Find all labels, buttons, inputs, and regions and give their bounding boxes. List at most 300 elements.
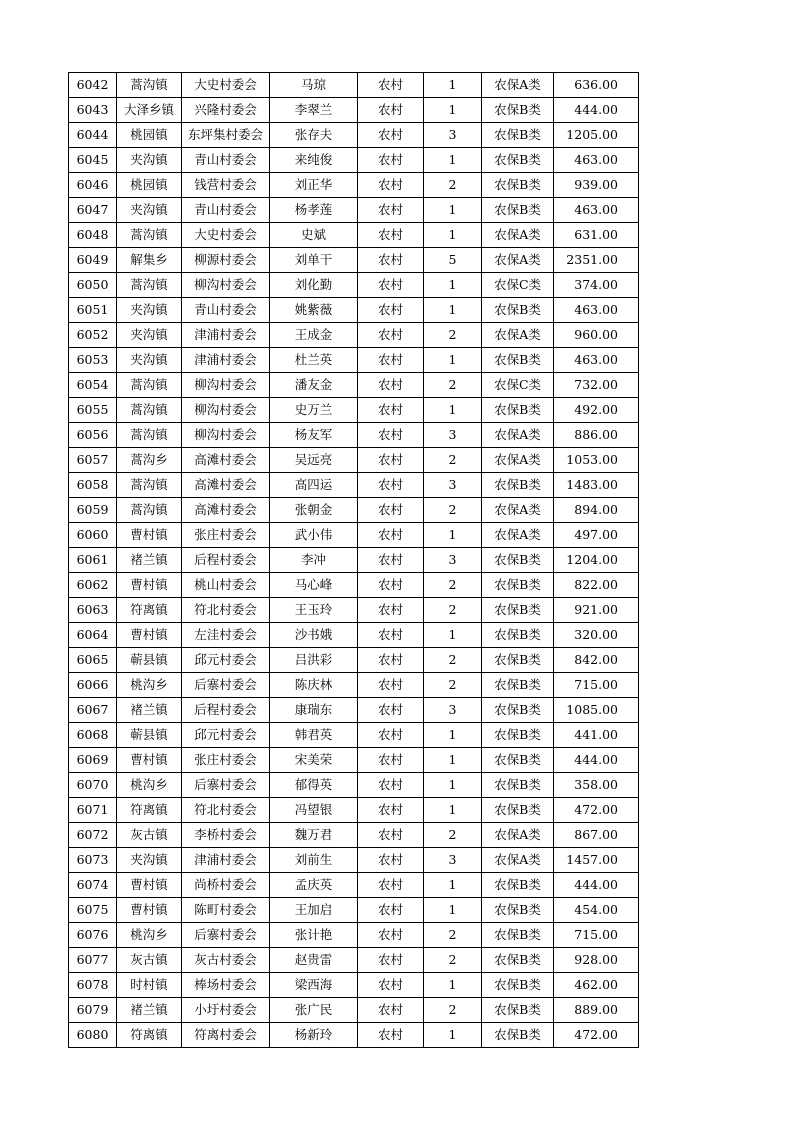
township-cell: 夹沟镇	[117, 298, 182, 323]
serial-number-cell: 6076	[69, 923, 117, 948]
amount-cell: 715.00	[554, 673, 639, 698]
amount-cell: 1085.00	[554, 698, 639, 723]
insurance-class-cell: 农保B类	[482, 873, 554, 898]
village-committee-cell: 符北村委会	[182, 798, 270, 823]
township-cell: 夹沟镇	[117, 148, 182, 173]
serial-number-cell: 6068	[69, 723, 117, 748]
amount-cell: 1205.00	[554, 123, 639, 148]
township-cell: 曹村镇	[117, 623, 182, 648]
insurance-class-cell: 农保A类	[482, 248, 554, 273]
person-name-cell: 李冲	[270, 548, 358, 573]
insurance-class-cell: 农保B类	[482, 98, 554, 123]
household-type-cell: 农村	[358, 73, 424, 98]
table-row	[69, 323, 639, 348]
amount-cell: 960.00	[554, 323, 639, 348]
insurance-class-cell: 农保B类	[482, 723, 554, 748]
household-type-cell: 农村	[358, 798, 424, 823]
insurance-class-cell: 农保C类	[482, 373, 554, 398]
person-name-cell: 魏万君	[270, 823, 358, 848]
serial-number-cell: 6050	[69, 273, 117, 298]
insurance-class-cell: 农保B类	[482, 798, 554, 823]
insurance-class-cell: 农保B类	[482, 898, 554, 923]
village-committee-cell: 邱元村委会	[182, 723, 270, 748]
village-committee-cell: 后寨村委会	[182, 923, 270, 948]
family-size-cell: 2	[424, 948, 482, 973]
family-size-cell: 3	[424, 698, 482, 723]
township-cell: 褚兰镇	[117, 548, 182, 573]
village-committee-cell: 后程村委会	[182, 548, 270, 573]
household-type-cell: 农村	[358, 523, 424, 548]
family-size-cell: 1	[424, 98, 482, 123]
serial-number-cell: 6061	[69, 548, 117, 573]
table-row	[69, 598, 639, 623]
township-cell: 桃沟乡	[117, 673, 182, 698]
table-row	[69, 473, 639, 498]
village-committee-cell: 后寨村委会	[182, 773, 270, 798]
person-name-cell: 张存夫	[270, 123, 358, 148]
amount-cell: 463.00	[554, 148, 639, 173]
person-name-cell: 沙书娥	[270, 623, 358, 648]
table-row	[69, 123, 639, 148]
insurance-class-cell: 农保A类	[482, 848, 554, 873]
person-name-cell: 高四运	[270, 473, 358, 498]
insurance-class-cell: 农保B类	[482, 123, 554, 148]
household-type-cell: 农村	[358, 573, 424, 598]
family-size-cell: 5	[424, 248, 482, 273]
table-row	[69, 573, 639, 598]
person-name-cell: 刘化勤	[270, 273, 358, 298]
person-name-cell: 马琼	[270, 73, 358, 98]
township-cell: 灰古镇	[117, 823, 182, 848]
family-size-cell: 1	[424, 73, 482, 98]
village-committee-cell: 柳沟村委会	[182, 373, 270, 398]
insurance-class-cell: 农保C类	[482, 273, 554, 298]
household-type-cell: 农村	[358, 698, 424, 723]
township-cell: 大泽乡镇	[117, 98, 182, 123]
household-type-cell: 农村	[358, 223, 424, 248]
person-name-cell: 梁西海	[270, 973, 358, 998]
insurance-class-cell: 农保B类	[482, 623, 554, 648]
serial-number-cell: 6044	[69, 123, 117, 148]
family-size-cell: 1	[424, 973, 482, 998]
insurance-class-cell: 农保A类	[482, 223, 554, 248]
table-row	[69, 823, 639, 848]
household-type-cell: 农村	[358, 973, 424, 998]
family-size-cell: 3	[424, 423, 482, 448]
family-size-cell: 2	[424, 448, 482, 473]
household-type-cell: 农村	[358, 873, 424, 898]
family-size-cell: 2	[424, 373, 482, 398]
person-name-cell: 陈庆林	[270, 673, 358, 698]
village-committee-cell: 符离村委会	[182, 1023, 270, 1048]
person-name-cell: 史万兰	[270, 398, 358, 423]
township-cell: 桃园镇	[117, 173, 182, 198]
township-cell: 时村镇	[117, 973, 182, 998]
insurance-class-cell: 农保B类	[482, 198, 554, 223]
village-committee-cell: 棒场村委会	[182, 973, 270, 998]
person-name-cell: 冯望银	[270, 798, 358, 823]
insurance-class-cell: 农保A类	[482, 823, 554, 848]
family-size-cell: 2	[424, 998, 482, 1023]
township-cell: 曹村镇	[117, 573, 182, 598]
person-name-cell: 赵贵雷	[270, 948, 358, 973]
table-row	[69, 773, 639, 798]
person-name-cell: 张计艳	[270, 923, 358, 948]
amount-cell: 463.00	[554, 198, 639, 223]
table-row	[69, 623, 639, 648]
village-committee-cell: 东坪集村委会	[182, 123, 270, 148]
village-committee-cell: 高滩村委会	[182, 448, 270, 473]
insurance-class-cell: 农保A类	[482, 423, 554, 448]
village-committee-cell: 邱元村委会	[182, 648, 270, 673]
serial-number-cell: 6075	[69, 898, 117, 923]
amount-cell: 444.00	[554, 748, 639, 773]
serial-number-cell: 6049	[69, 248, 117, 273]
insurance-class-cell: 农保B类	[482, 148, 554, 173]
table-row	[69, 548, 639, 573]
serial-number-cell: 6042	[69, 73, 117, 98]
table-row	[69, 223, 639, 248]
person-name-cell: 张广民	[270, 998, 358, 1023]
village-committee-cell: 尚桥村委会	[182, 873, 270, 898]
household-type-cell: 农村	[358, 198, 424, 223]
table-row	[69, 73, 639, 98]
serial-number-cell: 6073	[69, 848, 117, 873]
household-type-cell: 农村	[358, 323, 424, 348]
village-committee-cell: 小圩村委会	[182, 998, 270, 1023]
village-committee-cell: 青山村委会	[182, 198, 270, 223]
family-size-cell: 1	[424, 198, 482, 223]
village-committee-cell: 兴隆村委会	[182, 98, 270, 123]
amount-cell: 358.00	[554, 773, 639, 798]
insurance-class-cell: 农保A类	[482, 73, 554, 98]
table-row	[69, 723, 639, 748]
person-name-cell: 刘前生	[270, 848, 358, 873]
household-type-cell: 农村	[358, 1023, 424, 1048]
insurance-class-cell: 农保B类	[482, 673, 554, 698]
township-cell: 蒿沟镇	[117, 73, 182, 98]
person-name-cell: 康瑞东	[270, 698, 358, 723]
household-type-cell: 农村	[358, 598, 424, 623]
family-size-cell: 2	[424, 823, 482, 848]
table-row	[69, 923, 639, 948]
family-size-cell: 2	[424, 648, 482, 673]
insurance-class-cell: 农保B类	[482, 973, 554, 998]
amount-cell: 462.00	[554, 973, 639, 998]
serial-number-cell: 6051	[69, 298, 117, 323]
family-size-cell: 3	[424, 473, 482, 498]
township-cell: 蕲县镇	[117, 723, 182, 748]
amount-cell: 631.00	[554, 223, 639, 248]
person-name-cell: 杨新玲	[270, 1023, 358, 1048]
household-type-cell: 农村	[358, 148, 424, 173]
family-size-cell: 1	[424, 148, 482, 173]
village-committee-cell: 高滩村委会	[182, 498, 270, 523]
amount-cell: 886.00	[554, 423, 639, 448]
village-committee-cell: 津浦村委会	[182, 348, 270, 373]
table-row	[69, 648, 639, 673]
family-size-cell: 3	[424, 548, 482, 573]
serial-number-cell: 6079	[69, 998, 117, 1023]
household-type-cell: 农村	[358, 723, 424, 748]
insurance-class-cell: 农保B类	[482, 598, 554, 623]
household-type-cell: 农村	[358, 398, 424, 423]
household-type-cell: 农村	[358, 473, 424, 498]
family-size-cell: 1	[424, 273, 482, 298]
insurance-class-cell: 农保B类	[482, 548, 554, 573]
household-type-cell: 农村	[358, 373, 424, 398]
family-size-cell: 1	[424, 623, 482, 648]
insurance-class-cell: 农保A类	[482, 323, 554, 348]
household-type-cell: 农村	[358, 673, 424, 698]
township-cell: 曹村镇	[117, 873, 182, 898]
family-size-cell: 1	[424, 723, 482, 748]
township-cell: 桃沟乡	[117, 923, 182, 948]
township-cell: 蒿沟镇	[117, 373, 182, 398]
serial-number-cell: 6064	[69, 623, 117, 648]
serial-number-cell: 6053	[69, 348, 117, 373]
family-size-cell: 3	[424, 848, 482, 873]
insurance-class-cell: 农保B类	[482, 923, 554, 948]
village-committee-cell: 符北村委会	[182, 598, 270, 623]
person-name-cell: 郁得英	[270, 773, 358, 798]
amount-cell: 822.00	[554, 573, 639, 598]
household-type-cell: 农村	[358, 648, 424, 673]
township-cell: 蒿沟镇	[117, 398, 182, 423]
township-cell: 曹村镇	[117, 523, 182, 548]
family-size-cell: 2	[424, 673, 482, 698]
family-size-cell: 2	[424, 598, 482, 623]
table-row	[69, 173, 639, 198]
amount-cell: 1053.00	[554, 448, 639, 473]
person-name-cell: 孟庆英	[270, 873, 358, 898]
amount-cell: 867.00	[554, 823, 639, 848]
serial-number-cell: 6069	[69, 748, 117, 773]
insurance-class-cell: 农保B类	[482, 998, 554, 1023]
serial-number-cell: 6071	[69, 798, 117, 823]
household-type-cell: 农村	[358, 898, 424, 923]
relief-roster-table	[68, 72, 639, 1048]
table-body	[69, 73, 639, 1048]
insurance-class-cell: 农保B类	[482, 298, 554, 323]
serial-number-cell: 6072	[69, 823, 117, 848]
family-size-cell: 1	[424, 348, 482, 373]
insurance-class-cell: 农保A类	[482, 523, 554, 548]
family-size-cell: 1	[424, 898, 482, 923]
household-type-cell: 农村	[358, 498, 424, 523]
serial-number-cell: 6045	[69, 148, 117, 173]
household-type-cell: 农村	[358, 823, 424, 848]
village-committee-cell: 大史村委会	[182, 223, 270, 248]
amount-cell: 1483.00	[554, 473, 639, 498]
family-size-cell: 1	[424, 748, 482, 773]
township-cell: 蕲县镇	[117, 648, 182, 673]
village-committee-cell: 灰古村委会	[182, 948, 270, 973]
insurance-class-cell: 农保B类	[482, 173, 554, 198]
person-name-cell: 张朝金	[270, 498, 358, 523]
person-name-cell: 来纯俊	[270, 148, 358, 173]
amount-cell: 636.00	[554, 73, 639, 98]
table-row	[69, 98, 639, 123]
serial-number-cell: 6057	[69, 448, 117, 473]
amount-cell: 492.00	[554, 398, 639, 423]
family-size-cell: 3	[424, 123, 482, 148]
village-committee-cell: 柳沟村委会	[182, 273, 270, 298]
insurance-class-cell: 农保B类	[482, 773, 554, 798]
household-type-cell: 农村	[358, 848, 424, 873]
table-row	[69, 348, 639, 373]
table-row	[69, 298, 639, 323]
insurance-class-cell: 农保B类	[482, 1023, 554, 1048]
serial-number-cell: 6062	[69, 573, 117, 598]
serial-number-cell: 6058	[69, 473, 117, 498]
household-type-cell: 农村	[358, 423, 424, 448]
serial-number-cell: 6067	[69, 698, 117, 723]
village-committee-cell: 张庄村委会	[182, 523, 270, 548]
village-committee-cell: 津浦村委会	[182, 323, 270, 348]
person-name-cell: 刘正华	[270, 173, 358, 198]
village-committee-cell: 柳沟村委会	[182, 398, 270, 423]
table-row	[69, 748, 639, 773]
table-row	[69, 398, 639, 423]
serial-number-cell: 6065	[69, 648, 117, 673]
table-row	[69, 273, 639, 298]
amount-cell: 463.00	[554, 348, 639, 373]
amount-cell: 472.00	[554, 1023, 639, 1048]
serial-number-cell: 6077	[69, 948, 117, 973]
serial-number-cell: 6048	[69, 223, 117, 248]
person-name-cell: 武小伟	[270, 523, 358, 548]
amount-cell: 472.00	[554, 798, 639, 823]
household-type-cell: 农村	[358, 348, 424, 373]
family-size-cell: 2	[424, 498, 482, 523]
household-type-cell: 农村	[358, 98, 424, 123]
township-cell: 解集乡	[117, 248, 182, 273]
household-type-cell: 农村	[358, 923, 424, 948]
serial-number-cell: 6046	[69, 173, 117, 198]
township-cell: 蒿沟镇	[117, 273, 182, 298]
insurance-class-cell: 农保B类	[482, 348, 554, 373]
township-cell: 蒿沟镇	[117, 473, 182, 498]
serial-number-cell: 6074	[69, 873, 117, 898]
family-size-cell: 1	[424, 798, 482, 823]
amount-cell: 1457.00	[554, 848, 639, 873]
amount-cell: 374.00	[554, 273, 639, 298]
insurance-class-cell: 农保B类	[482, 573, 554, 598]
table-row	[69, 148, 639, 173]
village-committee-cell: 青山村委会	[182, 298, 270, 323]
table-row	[69, 698, 639, 723]
family-size-cell: 1	[424, 223, 482, 248]
household-type-cell: 农村	[358, 123, 424, 148]
family-size-cell: 1	[424, 873, 482, 898]
table-row	[69, 898, 639, 923]
household-type-cell: 农村	[358, 248, 424, 273]
insurance-class-cell: 农保A类	[482, 448, 554, 473]
village-committee-cell: 桃山村委会	[182, 573, 270, 598]
serial-number-cell: 6066	[69, 673, 117, 698]
amount-cell: 928.00	[554, 948, 639, 973]
insurance-class-cell: 农保B类	[482, 698, 554, 723]
household-type-cell: 农村	[358, 623, 424, 648]
serial-number-cell: 6059	[69, 498, 117, 523]
person-name-cell: 韩君英	[270, 723, 358, 748]
family-size-cell: 1	[424, 523, 482, 548]
table-row	[69, 1023, 639, 1048]
family-size-cell: 1	[424, 398, 482, 423]
township-cell: 蒿沟镇	[117, 423, 182, 448]
township-cell: 褚兰镇	[117, 998, 182, 1023]
amount-cell: 921.00	[554, 598, 639, 623]
table-row	[69, 373, 639, 398]
township-cell: 夹沟镇	[117, 323, 182, 348]
amount-cell: 444.00	[554, 98, 639, 123]
village-committee-cell: 钱营村委会	[182, 173, 270, 198]
insurance-class-cell: 农保B类	[482, 748, 554, 773]
table-row	[69, 498, 639, 523]
township-cell: 灰古镇	[117, 948, 182, 973]
township-cell: 符离镇	[117, 598, 182, 623]
insurance-class-cell: 农保B类	[482, 398, 554, 423]
household-type-cell: 农村	[358, 998, 424, 1023]
amount-cell: 939.00	[554, 173, 639, 198]
amount-cell: 894.00	[554, 498, 639, 523]
township-cell: 夹沟镇	[117, 848, 182, 873]
person-name-cell: 李翠兰	[270, 98, 358, 123]
township-cell: 夹沟镇	[117, 198, 182, 223]
household-type-cell: 农村	[358, 773, 424, 798]
family-size-cell: 1	[424, 773, 482, 798]
table-row	[69, 973, 639, 998]
village-committee-cell: 大史村委会	[182, 73, 270, 98]
person-name-cell: 姚紫薇	[270, 298, 358, 323]
township-cell: 蒿沟镇	[117, 223, 182, 248]
township-cell: 褚兰镇	[117, 698, 182, 723]
person-name-cell: 杜兰英	[270, 348, 358, 373]
person-name-cell: 杨友军	[270, 423, 358, 448]
table-row	[69, 998, 639, 1023]
amount-cell: 732.00	[554, 373, 639, 398]
table-row	[69, 523, 639, 548]
serial-number-cell: 6052	[69, 323, 117, 348]
amount-cell: 715.00	[554, 923, 639, 948]
household-type-cell: 农村	[358, 173, 424, 198]
table-row	[69, 848, 639, 873]
household-type-cell: 农村	[358, 273, 424, 298]
person-name-cell: 宋美荣	[270, 748, 358, 773]
insurance-class-cell: 农保B类	[482, 948, 554, 973]
serial-number-cell: 6070	[69, 773, 117, 798]
village-committee-cell: 陈町村委会	[182, 898, 270, 923]
person-name-cell: 潘友金	[270, 373, 358, 398]
serial-number-cell: 6080	[69, 1023, 117, 1048]
serial-number-cell: 6043	[69, 98, 117, 123]
serial-number-cell: 6063	[69, 598, 117, 623]
serial-number-cell: 6054	[69, 373, 117, 398]
table-row	[69, 198, 639, 223]
family-size-cell: 2	[424, 923, 482, 948]
person-name-cell: 王成金	[270, 323, 358, 348]
person-name-cell: 史斌	[270, 223, 358, 248]
township-cell: 蒿沟镇	[117, 498, 182, 523]
family-size-cell: 1	[424, 1023, 482, 1048]
village-committee-cell: 柳沟村委会	[182, 423, 270, 448]
township-cell: 符离镇	[117, 1023, 182, 1048]
person-name-cell: 吴远亮	[270, 448, 358, 473]
insurance-class-cell: 农保A类	[482, 498, 554, 523]
person-name-cell: 王玉玲	[270, 598, 358, 623]
serial-number-cell: 6078	[69, 973, 117, 998]
